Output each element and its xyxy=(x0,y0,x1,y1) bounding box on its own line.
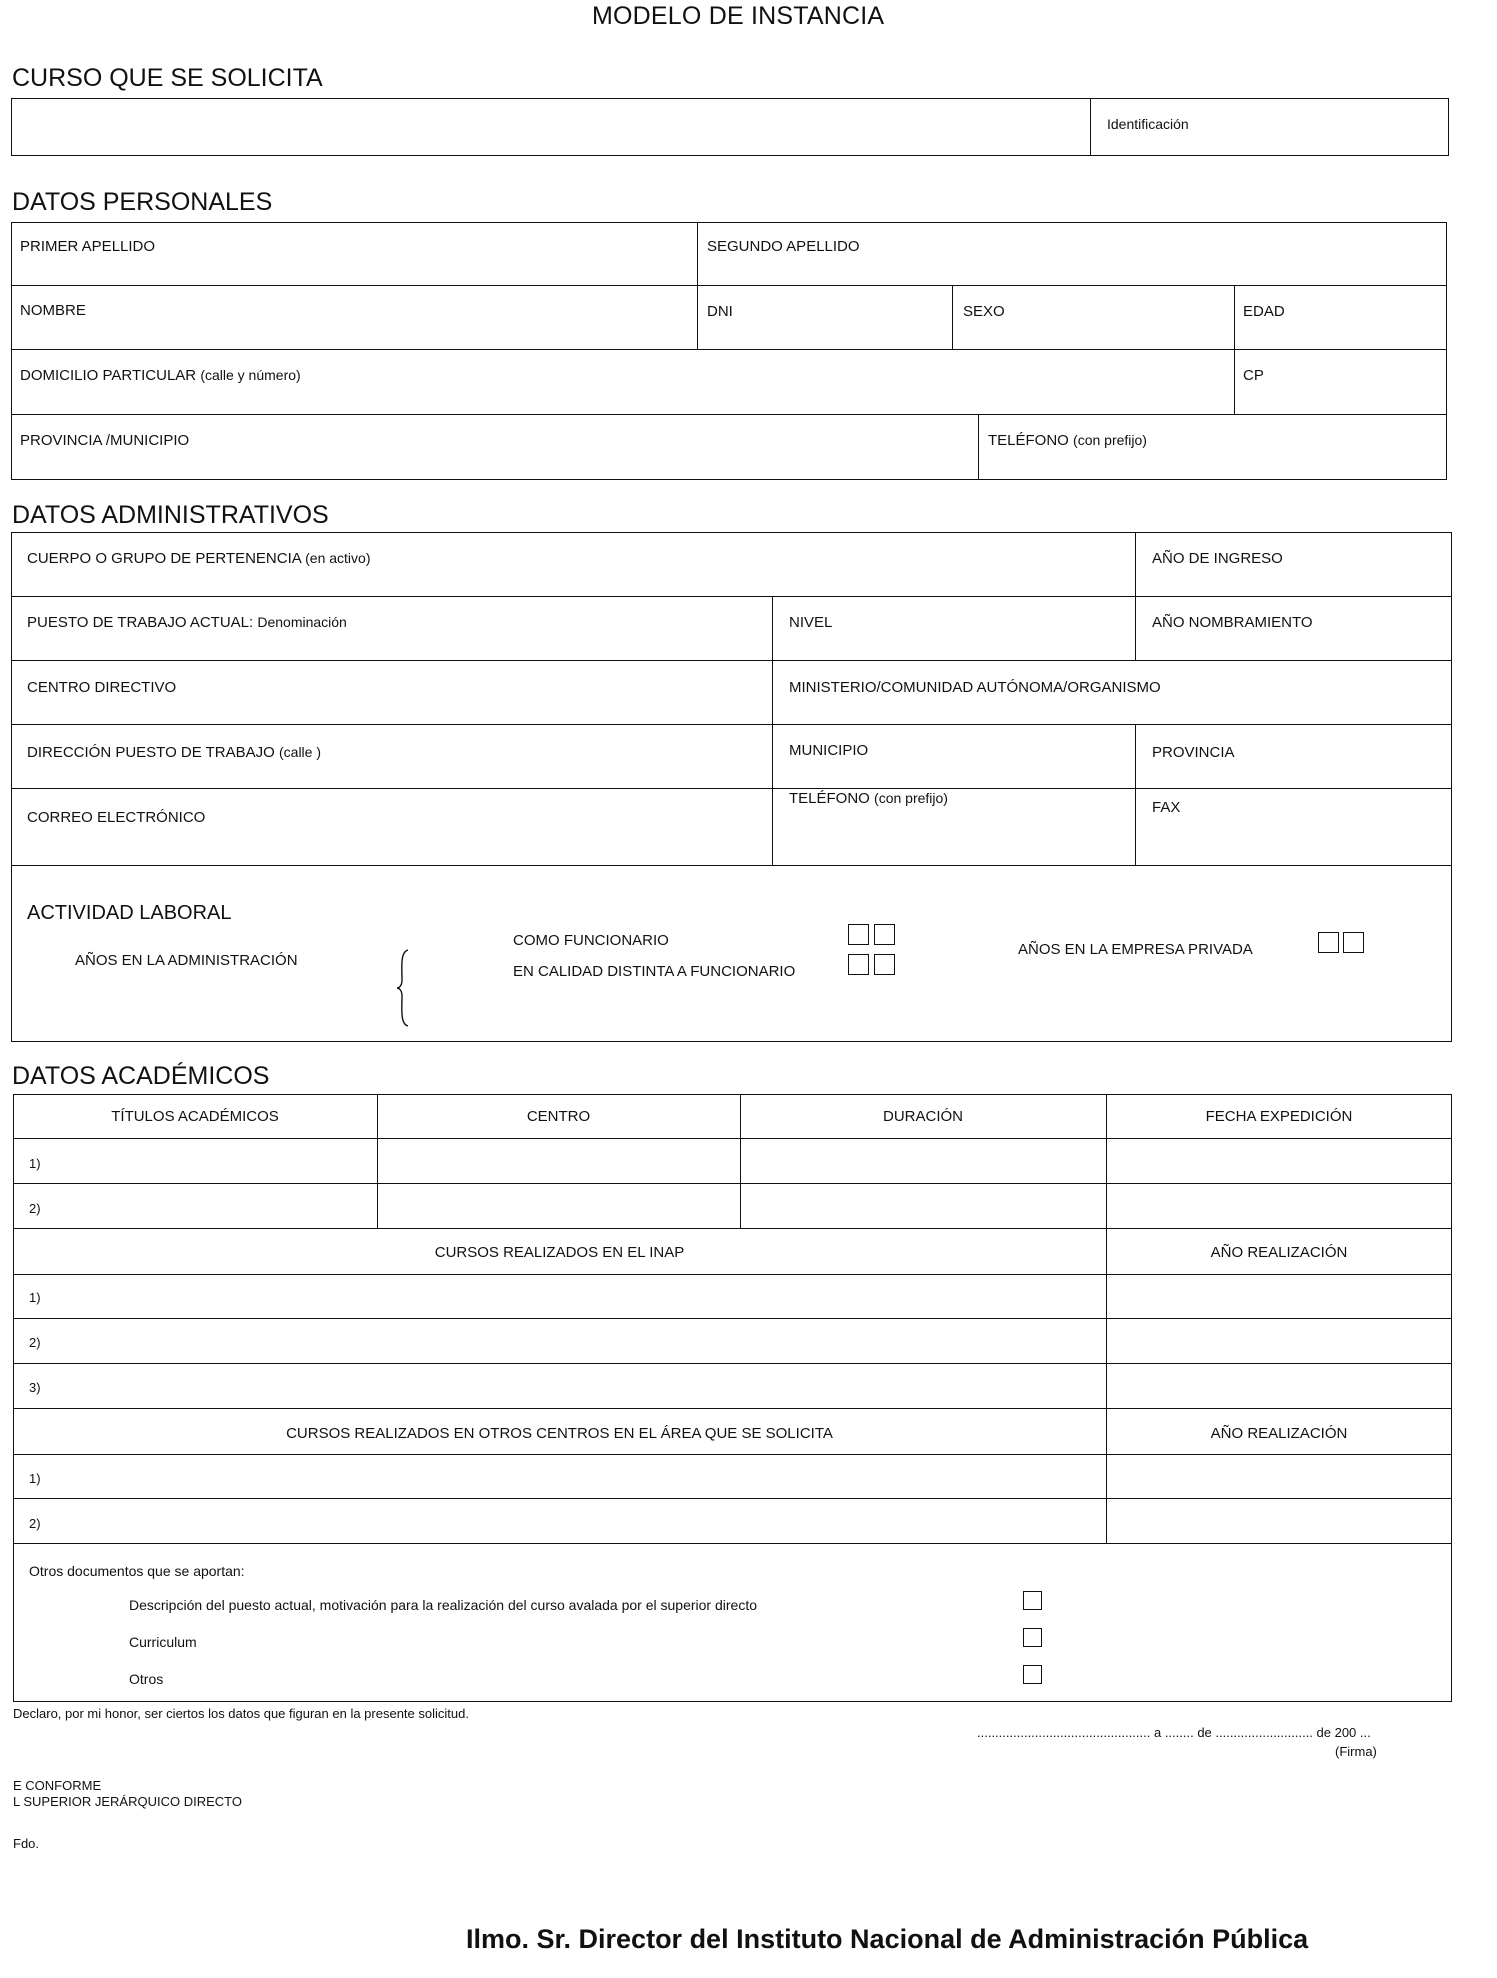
empresa-privada-label: AÑOS EN LA EMPRESA PRIVADA xyxy=(1018,941,1253,958)
row-divider xyxy=(13,1228,1452,1229)
section-personales-heading: DATOS PERSONALES xyxy=(12,188,273,216)
telefono-note: (con prefijo) xyxy=(1073,432,1147,448)
brace-icon xyxy=(396,948,412,1028)
col-divider xyxy=(772,596,773,865)
funcionario-years-box-1[interactable] xyxy=(848,924,869,945)
section-academicos-heading: DATOS ACADÉMICOS xyxy=(12,1062,270,1090)
anio-ingreso-field[interactable] xyxy=(1152,550,1283,567)
correo-field[interactable] xyxy=(27,809,205,826)
row-divider xyxy=(13,1543,1452,1544)
row-divider xyxy=(11,865,1452,866)
domicilio-field[interactable] xyxy=(20,367,301,384)
col-duracion-header: DURACIÓN xyxy=(882,1108,963,1125)
primer-apellido-label: PRIMER APELLIDO xyxy=(20,238,156,255)
row-divider xyxy=(13,1408,1452,1409)
primer-apellido-field[interactable] xyxy=(20,238,155,255)
segundo-apellido-label: SEGUNDO APELLIDO xyxy=(707,238,860,255)
row-divider xyxy=(11,414,1447,415)
otros-row-1: 1) xyxy=(29,1471,41,1486)
provincia-field[interactable] xyxy=(1152,744,1235,761)
anio-nombramiento-field[interactable] xyxy=(1152,614,1313,631)
row-divider xyxy=(13,1318,1452,1319)
row-divider xyxy=(13,1363,1452,1364)
doc-curriculum-checkbox[interactable] xyxy=(1023,1628,1042,1647)
row-divider xyxy=(13,1274,1452,1275)
col-titulos-header: TÍTULOS ACADÉMICOS xyxy=(111,1108,279,1125)
provincia-label: PROVINCIA xyxy=(1152,744,1235,761)
row-divider xyxy=(13,1138,1452,1139)
titulo-row-1: 1) xyxy=(29,1156,41,1171)
puesto-field[interactable] xyxy=(27,614,347,631)
correo-label: CORREO ELECTRÓNICO xyxy=(27,809,206,826)
distinta-years-box-1[interactable] xyxy=(848,954,869,975)
col-centro-header: CENTRO xyxy=(526,1108,591,1125)
row-divider xyxy=(11,788,1452,789)
direccion-note: (calle ) xyxy=(279,744,322,760)
dni-field[interactable] xyxy=(707,303,733,320)
inap-anio-header: AÑO REALIZACIÓN xyxy=(1210,1244,1348,1261)
direccion-label: DIRECCIÓN PUESTO DE TRABAJO xyxy=(27,744,275,761)
doc-descripcion-checkbox[interactable] xyxy=(1023,1591,1042,1610)
nivel-label: NIVEL xyxy=(789,614,833,631)
row-divider xyxy=(11,724,1452,725)
centro-directivo-field[interactable] xyxy=(27,679,176,696)
otros-row-2: 2) xyxy=(29,1516,41,1531)
row-divider xyxy=(11,660,1452,661)
edad-field[interactable] xyxy=(1243,303,1285,320)
row-divider xyxy=(13,1454,1452,1455)
col-fecha-header: FECHA EXPEDICIÓN xyxy=(1205,1108,1353,1125)
empresa-years-box-2[interactable] xyxy=(1343,932,1364,953)
col-divider xyxy=(1135,532,1136,660)
row-divider xyxy=(11,596,1452,597)
section-curso-heading: CURSO QUE SE SOLICITA xyxy=(12,64,323,92)
otros-anio-header: AÑO REALIZACIÓN xyxy=(1210,1425,1348,1442)
puesto-note: Denominación xyxy=(257,614,347,630)
domicilio-note: (calle y número) xyxy=(200,367,301,383)
declaracion-text: Declaro, por mi honor, ser ciertos los datos que figuran en la presente solicitud. xyxy=(13,1706,469,1721)
fdo-label: Fdo. xyxy=(13,1836,40,1851)
col-divider xyxy=(1106,1094,1107,1543)
telefono-trabajo-field[interactable] xyxy=(789,790,948,807)
edad-label: EDAD xyxy=(1243,303,1285,320)
inap-row-2: 2) xyxy=(29,1335,41,1350)
addressee-footer: Ilmo. Sr. Director del Instituto Nacional de Administración Pública xyxy=(466,1924,1309,1954)
distinta-years-box-2[interactable] xyxy=(874,954,895,975)
cuerpo-field[interactable] xyxy=(27,550,370,567)
anios-administracion-label: AÑOS EN LA ADMINISTRACIÓN xyxy=(75,952,298,969)
row-divider xyxy=(11,349,1447,350)
col-divider xyxy=(1135,724,1136,865)
personales-table xyxy=(11,222,1447,480)
distinta-funcionario-label: EN CALIDAD DISTINTA A FUNCIONARIO xyxy=(513,963,796,980)
firma-label: (Firma) xyxy=(1335,1744,1377,1759)
dni-label: DNI xyxy=(707,303,733,320)
row-divider xyxy=(11,285,1447,286)
section-administrativos-heading: DATOS ADMINISTRATIVOS xyxy=(12,501,329,529)
sexo-field[interactable] xyxy=(963,303,1005,320)
empresa-years-box-1[interactable] xyxy=(1318,932,1339,953)
row-divider xyxy=(13,1183,1452,1184)
col-divider xyxy=(697,222,698,349)
nombre-field[interactable] xyxy=(20,302,86,319)
doc-curriculum-label: Curriculum xyxy=(129,1634,197,1650)
nombre-label: NOMBRE xyxy=(20,302,86,319)
cuerpo-label: CUERPO O GRUPO DE PERTENENCIA xyxy=(27,550,301,567)
puesto-label: PUESTO DE TRABAJO ACTUAL: xyxy=(27,614,254,631)
anio-nombramiento-label: AÑO NOMBRAMIENTO xyxy=(1152,614,1313,631)
telefono-trabajo-label: TELÉFONO xyxy=(789,790,870,807)
municipio-label: MUNICIPIO xyxy=(789,742,869,759)
curso-field[interactable] xyxy=(13,100,1088,154)
ministerio-field[interactable] xyxy=(789,679,1161,696)
inap-row-3: 3) xyxy=(29,1380,41,1395)
conforme-line-2: L SUPERIOR JERÁRQUICO DIRECTO xyxy=(13,1794,242,1809)
page-title: MODELO DE INSTANCIA xyxy=(592,2,885,30)
municipio-field[interactable] xyxy=(789,742,868,759)
direccion-field[interactable] xyxy=(27,744,321,761)
inap-row-1: 1) xyxy=(29,1290,41,1305)
conforme-line-1: E CONFORME xyxy=(13,1778,102,1793)
telefono-trabajo-note: (con prefijo) xyxy=(874,790,948,806)
segundo-apellido-field[interactable] xyxy=(707,238,860,255)
anio-ingreso-label: AÑO DE INGRESO xyxy=(1152,550,1283,567)
identificacion-label: Identificación xyxy=(1107,116,1189,132)
ministerio-label: MINISTERIO/COMUNIDAD AUTÓNOMA/ORGANISMO xyxy=(789,679,1161,696)
doc-otros-checkbox[interactable] xyxy=(1023,1665,1042,1684)
docs-heading: Otros documentos que se aportan: xyxy=(29,1563,245,1579)
sexo-label: SEXO xyxy=(963,303,1005,320)
doc-descripcion-label: Descripción del puesto actual, motivación para la realización del curso avalada por el superior directo xyxy=(129,1597,758,1613)
fax-field[interactable] xyxy=(1152,799,1180,816)
otros-centros-heading: CURSOS REALIZADOS EN OTROS CENTROS EN EL ÁREA QUE SE SOLICITA xyxy=(286,1425,833,1442)
fax-label: FAX xyxy=(1152,799,1181,816)
lugar-fecha-line[interactable]: ................................................ a ........ de ........................... de 200 ... xyxy=(977,1725,1371,1740)
col-divider xyxy=(1234,285,1235,414)
provincia-municipio-label: PROVINCIA /MUNICIPIO xyxy=(20,432,190,449)
titulo-row-2: 2) xyxy=(29,1201,41,1216)
como-funcionario-label: COMO FUNCIONARIO xyxy=(513,932,669,949)
telefono-label: TELÉFONO xyxy=(988,432,1069,449)
cp-label: CP xyxy=(1243,367,1264,384)
inap-heading: CURSOS REALIZADOS EN EL INAP xyxy=(434,1244,685,1261)
doc-otros-label: Otros xyxy=(129,1671,164,1687)
row-divider xyxy=(13,1498,1452,1499)
funcionario-years-box-2[interactable] xyxy=(874,924,895,945)
col-divider xyxy=(952,285,953,349)
cuerpo-note: (en activo) xyxy=(305,550,371,566)
col-divider xyxy=(978,414,979,480)
cp-field[interactable] xyxy=(1243,367,1264,384)
nivel-field[interactable] xyxy=(789,614,832,631)
actividad-heading: ACTIVIDAD LABORAL xyxy=(27,902,232,924)
provincia-municipio-field[interactable] xyxy=(20,432,189,449)
divider xyxy=(1090,98,1091,156)
domicilio-label: DOMICILIO PARTICULAR xyxy=(20,367,197,384)
centro-directivo-label: CENTRO DIRECTIVO xyxy=(27,679,177,696)
telefono-personal-field[interactable] xyxy=(988,432,1147,449)
